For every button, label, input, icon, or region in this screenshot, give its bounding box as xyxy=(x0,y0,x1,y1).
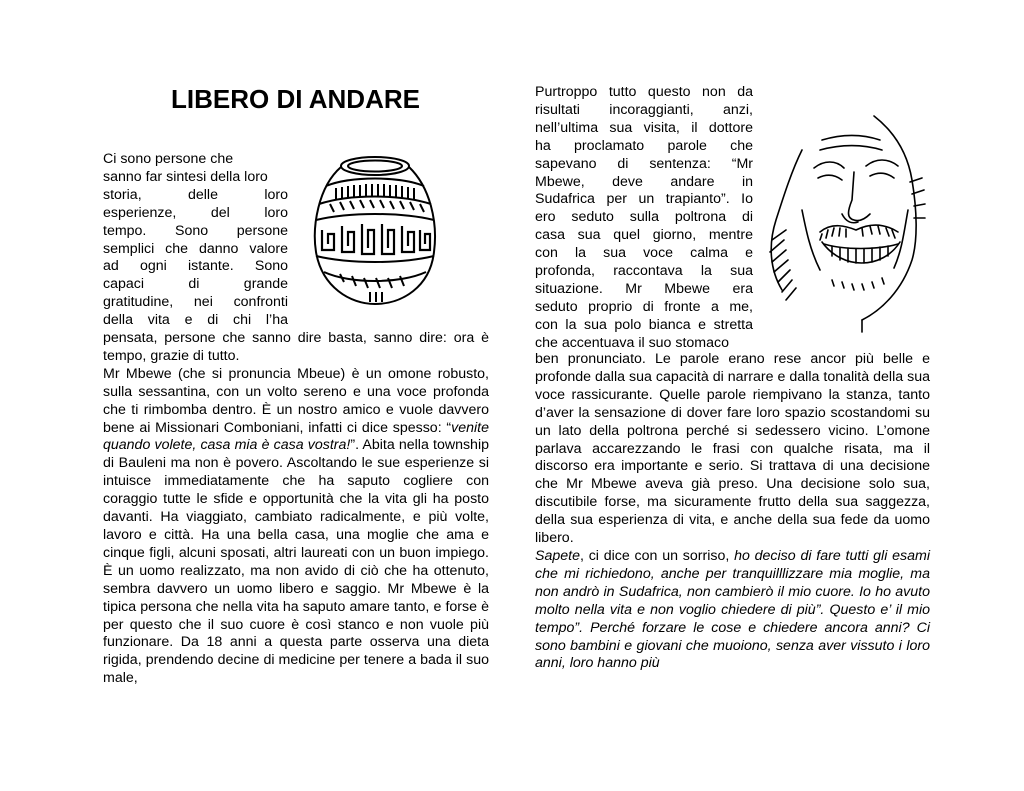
quote-text: venite quando volete, casa mia è casa vostra! xyxy=(103,419,489,454)
text-line: seduto proprio di fronte a me, xyxy=(535,298,753,315)
text-line: ha proclamato parole che xyxy=(535,137,753,154)
text-line: risultati incoraggianti, anzi, xyxy=(535,101,753,118)
left-intro xyxy=(103,151,288,330)
paragraph xyxy=(103,366,489,688)
paragraph: ben pronunciato. Le parole erano rese ancor più belle e profonde dalla sua capacità di narrare e dalla tonalità della sua voce rassicurante. Quelle parole riempivano la stanza, tanto d’aver la sensazione di dover fare loro spazio scostandomi su un lato della poltrona perché si sedessero vicino. L’omone parlava accarezzando le frasi con qualche risata, ma il discorso era importante e serio. Si trattava di una decisione che Mr Mbewe aveva già preso. Una decisione solo sua, discutibile forse, ma sicuramente frutto della sua saggezza, della sua esperienza di vita, e anche della sua fede da uomo libero. xyxy=(535,351,930,547)
text-run: Mr Mbewe (che si pronuncia Mbeue) è un omone robusto, sulla sessantina, con un volto sereno e una voce profonda che ti rimbomba dentro. È un nostro amico e vuole davvero bene ai Missionari Comboniani, infatti ci dice spesso: “ xyxy=(103,365,489,436)
smiling-man-portrait-illustration xyxy=(762,110,927,335)
clay-pot-illustration xyxy=(310,152,440,317)
text-line: sapevano di sentenza: “Mr xyxy=(535,155,753,172)
text-line: situazione. Mr Mbewe era xyxy=(535,280,753,297)
text-line: tempo. Sono persone xyxy=(103,222,288,239)
text-line: nell’ultima sua visita, il dottore xyxy=(535,119,753,136)
text-line: gratitudine, nei confronti xyxy=(103,294,288,311)
text-line: storia, delle loro xyxy=(103,186,288,203)
text-line: esperienze, del loro xyxy=(103,204,288,221)
text-line: che accentuava il suo stomaco xyxy=(535,334,730,351)
left-body xyxy=(103,330,489,688)
text-run: ”. Abita nella township di Bauleni ma non è povero. Ascoltando le sue esperienze si intuisce immediatamente che ha saputo cogliere con coraggio tutte le sfide e opportunità che la vita gli ha posto davanti. Ha viaggiato, cambiato radicalmente, e più volte, lavoro e città. Ha una bella casa, una moglie che ama e cinque figli, alcuni sposati, altri laureati con un buon impiego. È un uomo realizzato, ma non avido di ciò che ha ottenuto, sembra davvero un uomo libero e saggio. Mr Mbewe è la tipica persona che nella vita ha saputo amare tanto, e forse è per questo che il suo cuore è così stanco e non vuole più funzionare. Da 18 anni a questa parte osserva una dieta rigida, prendendo decine di medicine per tenere a bada il suo male, xyxy=(103,437,489,687)
text-line: semplici che danno valore xyxy=(103,240,288,257)
right-body xyxy=(535,351,930,673)
text-run: , ci dice con un sorriso, xyxy=(579,547,735,564)
quote-text: Sapete xyxy=(535,547,580,564)
quote-text: ho deciso di fare tutti gli esami che mi richiedono, anche per tranquilllizzare mia moglie, ma non andrò in Sudafrica, non cambierò il mio cuore. Io ho avuto molto nella vita e non voglio chiedere di più”. Questo e’ il mio tempo”. Perché forzare le cose e chiedere ancora anni? Ci sono bambini e giovani che muoiono, senza aver vissuto i loro anni, loro hanno più xyxy=(535,547,930,672)
text-line: ero seduto sulla poltrona di xyxy=(535,209,753,226)
page-title: LIBERO DI ANDARE xyxy=(171,84,420,114)
paragraph: pensata, persone che sanno dire basta, sanno dire: ora è tempo, grazie di tutto. xyxy=(103,330,489,364)
text-line: ad ogni istante. Sono xyxy=(103,258,288,275)
text-line: della vita e di chi l’ha xyxy=(103,312,288,329)
text-line: Ci sono persone che xyxy=(103,151,234,167)
text-line: con la sua voce calma e xyxy=(535,245,753,262)
paragraph xyxy=(535,548,930,673)
text-line: Mbewe, deve andare in xyxy=(535,173,753,190)
text-line: sanno far sintesi della loro xyxy=(103,168,268,185)
text-line: Sudafrica per un trapianto”. Io xyxy=(535,191,753,208)
text-line: con la sua polo bianca e stretta xyxy=(535,316,753,333)
text-line: Purtroppo tutto questo non da xyxy=(535,84,753,100)
right-intro xyxy=(535,84,753,353)
text-line: profonda, raccontava la sua xyxy=(535,263,753,280)
text-line: casa sua quel giorno, mentre xyxy=(535,227,753,244)
text-line: capaci di grande xyxy=(103,276,288,293)
